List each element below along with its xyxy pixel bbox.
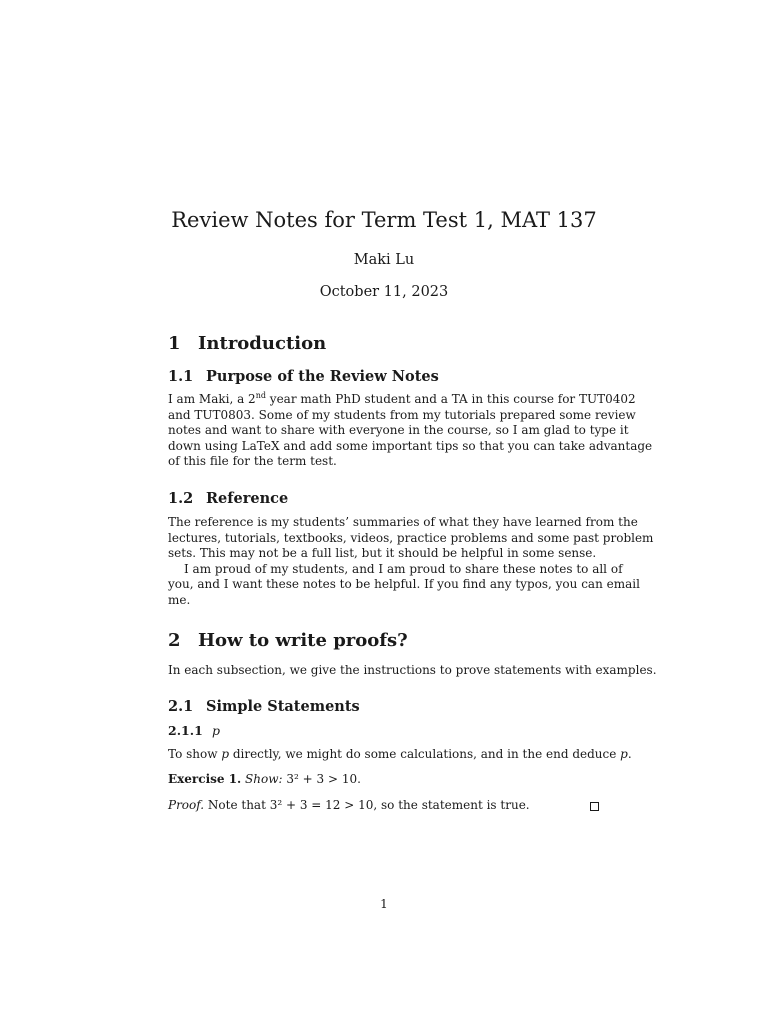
document-date: October 11, 2023 [319,284,449,300]
reference-paragraph [168,515,654,609]
purpose-paragraph [168,391,653,470]
subsection-heading-reference [168,489,600,509]
exercise-label: Exercise 1. [168,772,242,786]
subsection-heading-purpose [168,367,600,387]
subsection-number: 1.2 [168,490,194,507]
proofs-intro-paragraph [168,663,657,679]
paragraph-line: and TUT0803. Some of my students from my tutorials prepared some review [168,407,636,422]
paragraph-line: The reference is my students’ summaries of what they have learned from the [168,515,638,529]
qed-square-icon [590,802,599,811]
document-title: Review Notes for Term Test 1, MAT 137 [171,208,597,232]
paragraph-line: down using LaTeX and add some important tips so that you can take advantage [168,438,653,453]
paragraph-line: sets. This may not be a full list, but it should be helpful in some sense. [168,546,597,561]
section-number: 2 [168,630,181,651]
subsection-title: Simple Statements [206,698,360,715]
subsection-number: 2.1 [168,698,194,715]
subsubsection-heading-p [168,722,600,740]
subsubsection-number: 2.1.1 [168,723,203,738]
subsection-number: 1.1 [168,368,194,385]
proof-label: Proof. [168,798,205,812]
exercise-math: 3² + 3 > 10. [286,772,361,786]
direct-proof-paragraph [168,747,632,763]
proof-1 [168,798,600,814]
paragraph-line: I am proud of my students, and I am proud to share these notes to all of [184,561,623,576]
proof-line [168,798,600,814]
section-heading-proofs [168,629,600,653]
subsection-heading-simple-statements [168,697,600,717]
paragraph-line: I am Maki, a 2nd year math PhD student and a TA in this course for TUT0402 [168,391,636,406]
subsubsection-title: p [212,723,221,738]
exercise-line [168,772,600,788]
paragraph-line: notes and want to share with everyone in the course, so I am glad to type it [168,423,629,438]
paragraph-line: In each subsection, we give the instructions to prove statements with examples. [168,663,657,677]
paragraph-line: me. [168,592,191,607]
section-number: 1 [168,333,181,354]
section-title: How to write proofs? [198,630,408,651]
paragraph-line: of this file for the term test. [168,454,337,469]
paragraph-line: you, and I want these notes to be helpful. If you find any typos, you can email [168,577,640,592]
exercise-show: Show: [245,772,283,786]
section-heading-introduction [168,332,600,356]
exercise-1 [168,772,600,788]
page-number: 1 [380,897,388,911]
paragraph-line: lectures, tutorials, textbooks, videos, practice problems and some past problem [168,530,654,545]
subsection-title: Purpose of the Review Notes [206,368,439,385]
subsection-title: Reference [206,490,289,507]
document-author: Maki Lu [353,252,415,268]
proof-text: Note that 3² + 3 = 12 > 10, so the statement is true. [207,798,530,812]
paragraph-line: To show p directly, we might do some calculations, and in the end deduce p. [168,747,632,761]
section-title: Introduction [198,333,327,354]
